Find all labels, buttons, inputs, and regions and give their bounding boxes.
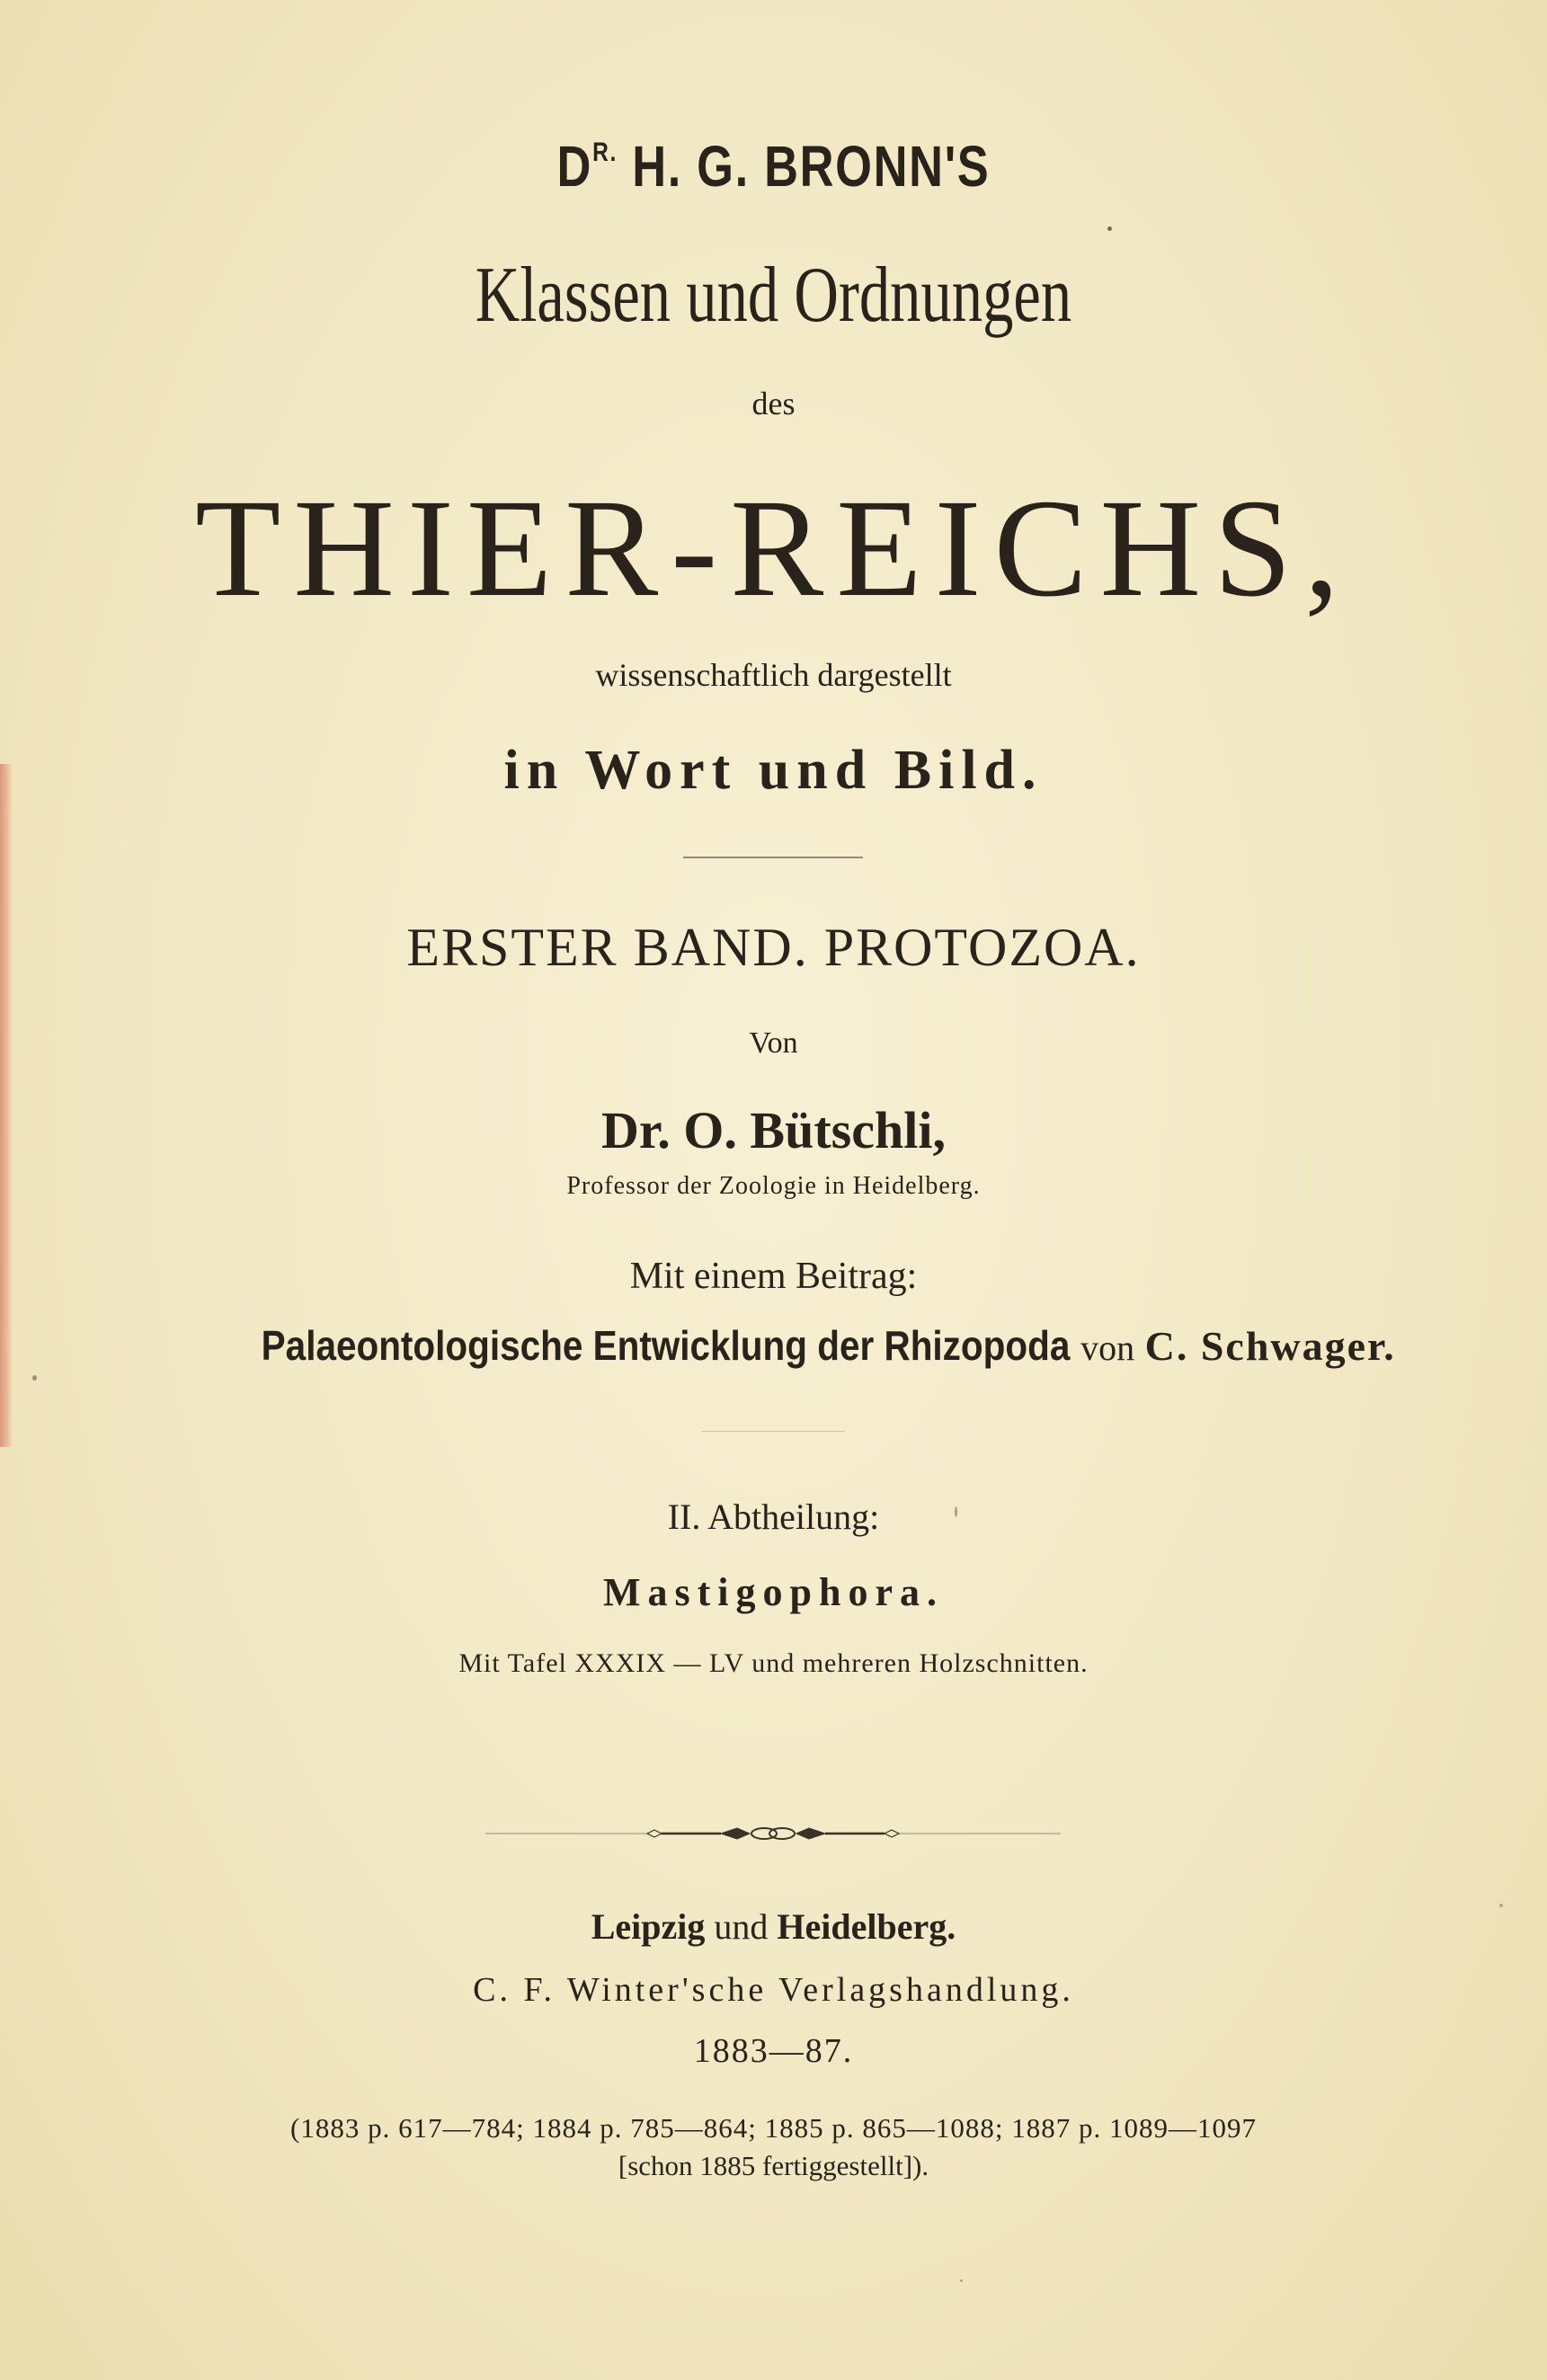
author-name: H. G. BRONN'S [632,134,991,199]
plates-note: Mit Tafel XXXIX — LV und mehreren Holzschnitten. [458,1648,1089,1678]
editor-name: Dr. O. Bütschli, [601,1101,946,1159]
place-heidelberg: Heidelberg. [777,1906,956,1947]
section-heading: II. Abtheilung: [667,1496,880,1537]
ornament-rule [485,1820,1061,1847]
completion-note: [schon 1885 fertiggestellt]). [618,2150,929,2181]
volume-heading: ERSTER BAND. PROTOZOA. [406,918,1141,977]
publication-years: 1883—87. [693,2032,854,2070]
in-wort-und-bild: in Wort und Bild. [503,740,1044,801]
imprint-place [0,1905,1547,1948]
paper-speck [1499,1904,1503,1907]
editor-role: Professor der Zoologie in Heidelberg. [566,1172,981,1200]
author-prefix: $D^{R.}$ [556,134,618,199]
series-title: Klassen und Ordnungen [475,252,1072,339]
paper-speck [960,2279,963,2282]
place-leipzig: Leipzig [591,1906,706,1947]
subtitle: wissenschaftlich dargestellt [595,657,952,693]
ornament-rule-icon [485,1828,1061,1839]
paper-speck [955,1506,957,1517]
paper-speck [1107,226,1112,231]
place-und: und [714,1906,769,1947]
contribution-von: von [1080,1328,1135,1368]
divider-rule [683,857,863,858]
paper-speck [32,1375,37,1381]
contribution-title: Palaeontologische Entwicklung der Rhizopoda [261,1322,1071,1369]
contribution-author: C. Schwager. [1144,1323,1396,1369]
page-ranges: (1883 p. 617—784; 1884 p. 785—864; 1885 p. 865—1088; 1887 p. 1089—1097 [290,2112,1257,2144]
author-heading [139,133,1408,200]
main-title: THIER-REICHS, [195,470,1352,626]
publisher: C. F. Winter'sche Verlagshandlung. [473,1971,1074,2009]
contribution-intro: Mit einem Beitrag: [629,1256,918,1297]
faint-divider [701,1431,845,1432]
von-text: Von [749,1026,798,1060]
section-title: Mastigophora. [603,1570,944,1614]
contribution-line [0,1321,1547,1370]
des-text: des [751,386,796,422]
